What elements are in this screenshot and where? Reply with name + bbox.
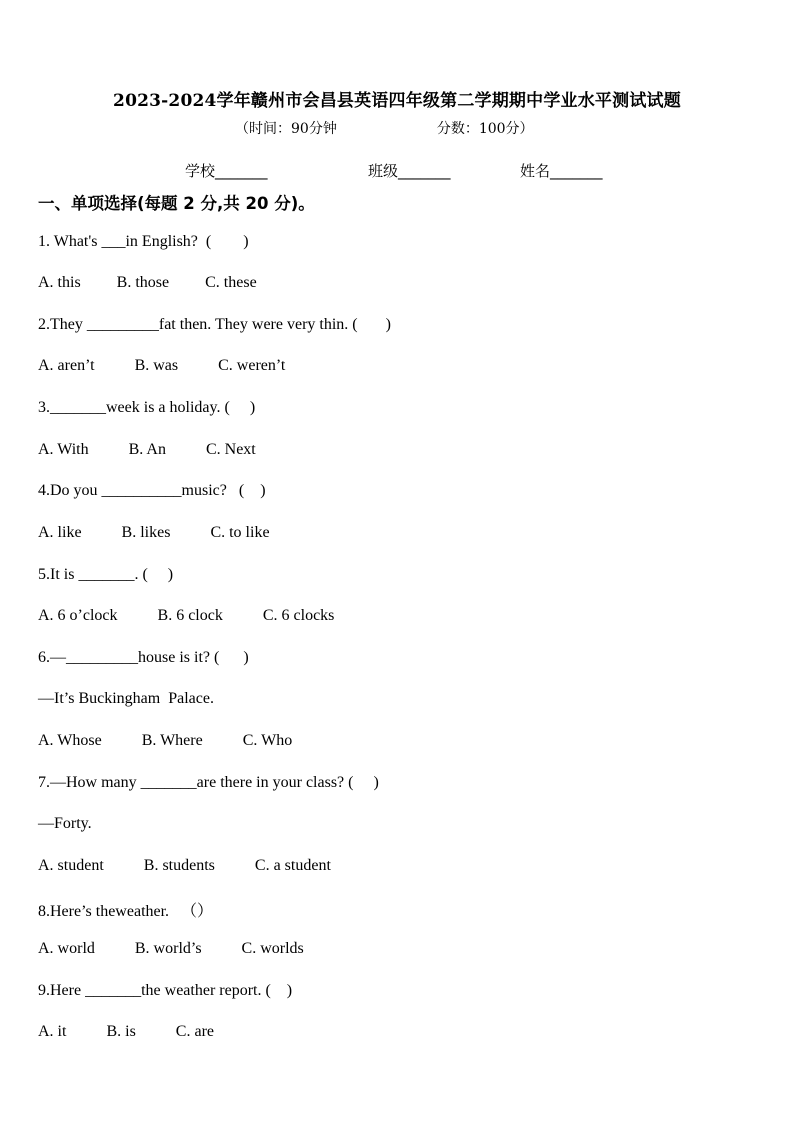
question-7: 7.—How many _______are there in your class? ( ) — [38, 774, 379, 791]
exam-subtitle — [235, 118, 534, 138]
exam-title: 2023-2024学年赣州市会昌县英语四年级第二学期期中学业水平测试试题 — [113, 91, 681, 111]
question-1-options: A. this B. those C. these — [38, 274, 257, 291]
question-4-options: A. like B. likes C. to like — [38, 524, 270, 541]
question-8: 8.Here’s theweather. （） — [38, 903, 214, 920]
name-field: 姓名_______ — [520, 162, 603, 180]
question-8-options: A. world B. world’s C. worlds — [38, 940, 304, 957]
section-heading: 一、单项选择(每题 2 分,共 20 分)。 — [38, 194, 315, 213]
question-9-options: A. it B. is C. are — [38, 1023, 214, 1040]
question-3-options: A. With B. An C. Next — [38, 441, 256, 458]
exam-time: （时间：90分钟 — [235, 121, 337, 137]
exam-score: 分数：100分） — [436, 121, 534, 137]
question-5: 5.It is _______. ( ) — [38, 566, 174, 583]
question-2: 2.They _________fat then. They were very thin. ( ) — [38, 316, 391, 333]
question-6: 6.—_________house is it? ( ) — [38, 649, 249, 666]
question-4: 4.Do you __________music? ( ) — [38, 482, 266, 499]
question-2-options: A. aren’t B. was C. weren’t — [38, 357, 286, 374]
question-9: 9.Here _______the weather report. ( ) — [38, 982, 293, 999]
question-7-options: A. student B. students C. a student — [38, 857, 331, 874]
class-field: 班级_______ — [368, 162, 451, 180]
school-field: 学校_______ — [185, 162, 268, 180]
question-5-options: A. 6 o’clock B. 6 clock C. 6 clocks — [38, 607, 335, 624]
question-7-answer: —Forty. — [38, 815, 92, 832]
question-6-answer: —It’s Buckingham Palace. — [38, 690, 214, 707]
question-3: 3._______week is a holiday. ( ) — [38, 399, 256, 416]
question-1: 1. What's ___in English? ( ) — [38, 233, 249, 250]
question-6-options: A. Whose B. Where C. Who — [38, 732, 293, 749]
